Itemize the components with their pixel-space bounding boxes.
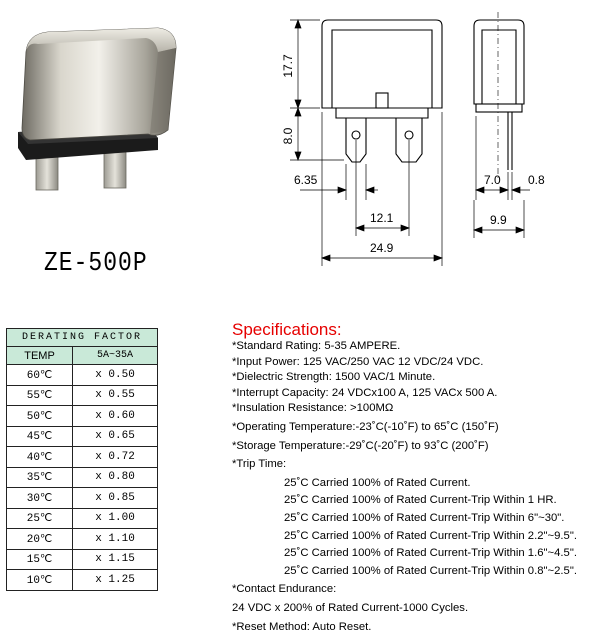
table-row: 40℃ x 0.72 [7,447,158,468]
front-view-outline [322,20,442,108]
dim-6-35: 6.35 [294,173,318,187]
table-row: 35℃ x 0.80 [7,467,158,488]
spec-line: *Input Power: 125 VAC/250 VAC 12 VDC/24 VDC. [232,355,592,371]
dim-17-7: 17.7 [281,54,295,78]
table-row: 20℃ x 1.10 [7,529,158,550]
dim-0-8: 0.8 [528,173,545,187]
derating-title: DERATING FACTOR [7,329,158,347]
spec-line: *Storage Temperature:-29˚C(-20˚F) to 93˚C (200˚F) [232,439,592,455]
specifications [232,320,592,635]
trip-line: 25˚C Carried 100% of Rated Current-Trip Within 2.2"~9.5". [232,529,592,545]
dim-24-9: 24.9 [370,241,394,255]
dimension-drawing [0,0,600,300]
spec-line: *Dielectric Strength: 1500 VAC/1 Minute. [232,370,592,386]
spec-heading: Specifications: [232,320,592,339]
table-row: 45℃ x 0.65 [7,426,158,447]
dim-7-0: 7.0 [484,173,501,187]
reset-method: *Reset Method: Auto Reset. [232,620,592,635]
dim-12-1: 12.1 [370,211,394,225]
spec-line: *Insulation Resistance: >100MΩ [232,401,592,417]
table-row: 55℃ x 0.55 [7,385,158,406]
trip-line: 25˚C Carried 100% of Rated Current-Trip Within 6"~30". [232,511,592,527]
spec-line: *Interrupt Capacity: 24 VDCx100 A, 125 VACx 500 A. [232,386,592,402]
model-number: ZE-500P [44,248,148,278]
spec-line: *Standard Rating: 5-35 AMPERE. [232,339,592,355]
trip-line: 25˚C Carried 100% of Rated Current-Trip Within 1.6"~4.5". [232,546,592,562]
table-row: 30℃ x 0.85 [7,488,158,509]
table-row: 60℃ x 0.50 [7,365,158,386]
endurance-label: *Contact Endurance: [232,582,592,598]
dim-9-9: 9.9 [490,213,507,227]
table-row: 10℃ x 1.25 [7,570,158,591]
endurance-value: 24 VDC x 200% of Rated Current-1000 Cycles. [232,601,592,617]
trip-line: 25˚C Carried 100% of Rated Current-Trip Within 1 HR. [232,493,592,509]
trip-line: 25˚C Carried 100% of Rated Current-Trip Within 0.8"~2.5". [232,564,592,580]
spec-line: *Trip Time: [232,457,592,473]
table-row: 25℃ x 1.00 [7,508,158,529]
col-temp: TEMP [7,347,73,365]
derating-table [6,328,158,591]
dim-8-0: 8.0 [281,127,295,144]
table-row: 50℃ x 0.60 [7,406,158,427]
spec-line: *Operating Temperature:-23˚C(-10˚F) to 65˚C (150˚F) [232,420,592,436]
col-range: 5A~35A [73,347,158,365]
trip-line: 25˚C Carried 100% of Rated Current. [232,476,592,492]
table-row: 15℃ x 1.15 [7,549,158,570]
